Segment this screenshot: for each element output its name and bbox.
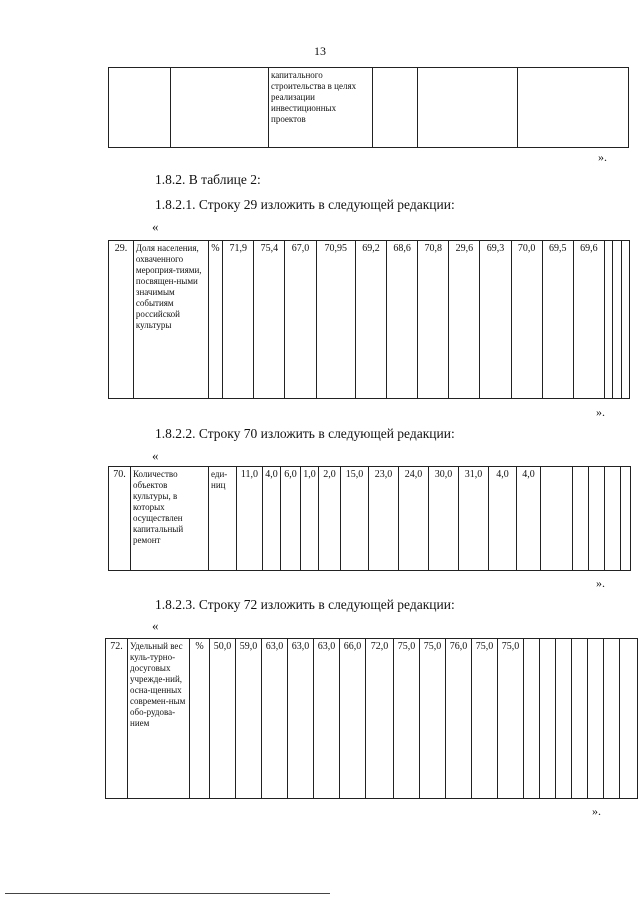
table-cell bbox=[556, 639, 572, 799]
value-cell: 6,0 bbox=[281, 467, 301, 571]
indicator-name: Доля населения, охваченного мероприя-тиями, посвящен-ными значимым событиям российской культуры bbox=[133, 241, 208, 399]
value-cell: 70,95 bbox=[316, 241, 355, 399]
value-cell: 4,0 bbox=[489, 467, 517, 571]
row-number: 72. bbox=[106, 639, 128, 799]
value-cell: 29,6 bbox=[449, 241, 480, 399]
table-cell bbox=[621, 467, 631, 571]
value-cell: 2,0 bbox=[319, 467, 341, 571]
table-cell bbox=[518, 68, 629, 148]
opening-quote: « bbox=[152, 618, 159, 633]
table-cell bbox=[418, 68, 518, 148]
row-70-table bbox=[108, 466, 631, 571]
section-heading: 1.8.2.1. Строку 29 изложить в следующей редакции: bbox=[155, 197, 455, 212]
value-cell: 67,0 bbox=[285, 241, 316, 399]
value-cell: 63,0 bbox=[288, 639, 314, 799]
value-cell: 70,8 bbox=[418, 241, 449, 399]
section-heading: 1.8.2. В таблице 2: bbox=[155, 172, 261, 187]
indicator-name: Количество объектов культуры, в которых осуществлен капитальный ремонт bbox=[131, 467, 209, 571]
value-cell: 59,0 bbox=[236, 639, 262, 799]
table-cell bbox=[524, 639, 540, 799]
row-number: 70. bbox=[109, 467, 131, 571]
value-cell: 69,6 bbox=[573, 241, 604, 399]
table-cell bbox=[604, 241, 612, 399]
table-cell bbox=[171, 68, 269, 148]
value-cell: 15,0 bbox=[341, 467, 369, 571]
unit-cell: еди-ниц bbox=[209, 467, 237, 571]
value-cell: 69,3 bbox=[480, 241, 511, 399]
value-cell: 70,0 bbox=[511, 241, 542, 399]
closing-quote: ». bbox=[596, 576, 605, 590]
page-number: 13 bbox=[314, 44, 326, 58]
value-cell: 75,4 bbox=[254, 241, 285, 399]
table-cell bbox=[589, 467, 605, 571]
unit-cell: % bbox=[190, 639, 210, 799]
value-cell: 4,0 bbox=[263, 467, 281, 571]
value-cell: 68,6 bbox=[387, 241, 418, 399]
table-cell bbox=[541, 467, 573, 571]
value-cell: 69,2 bbox=[355, 241, 386, 399]
value-cell: 75,0 bbox=[420, 639, 446, 799]
opening-quote: « bbox=[152, 448, 159, 463]
table-cell bbox=[540, 639, 556, 799]
row-number: 29. bbox=[109, 241, 134, 399]
value-cell: 72,0 bbox=[366, 639, 394, 799]
indicator-name: Удельный вес куль-турно-досуговых учрежде-ний, осна-щенных современ-ным обо-рудова-нием bbox=[128, 639, 190, 799]
value-cell: 71,9 bbox=[223, 241, 254, 399]
table-cell bbox=[605, 467, 621, 571]
value-cell: 63,0 bbox=[314, 639, 340, 799]
opening-quote: « bbox=[152, 219, 159, 234]
table-cell bbox=[573, 467, 589, 571]
table-cell bbox=[373, 68, 418, 148]
value-cell: 69,5 bbox=[542, 241, 573, 399]
value-cell: 1,0 bbox=[301, 467, 319, 571]
value-cell: 23,0 bbox=[369, 467, 399, 571]
value-cell: 24,0 bbox=[399, 467, 429, 571]
value-cell: 75,0 bbox=[472, 639, 498, 799]
unit-cell: % bbox=[208, 241, 223, 399]
table-cell bbox=[572, 639, 588, 799]
table-cell bbox=[620, 639, 638, 799]
value-cell: 75,0 bbox=[498, 639, 524, 799]
value-cell: 63,0 bbox=[262, 639, 288, 799]
value-cell: 31,0 bbox=[459, 467, 489, 571]
closing-quote: ». bbox=[592, 804, 601, 818]
top-table bbox=[108, 67, 629, 148]
value-cell: 50,0 bbox=[210, 639, 236, 799]
table-cell bbox=[621, 241, 629, 399]
value-cell: 66,0 bbox=[340, 639, 366, 799]
closing-quote: ». bbox=[598, 150, 607, 164]
section-heading: 1.8.2.2. Строку 70 изложить в следующей редакции: bbox=[155, 426, 455, 441]
value-cell: 4,0 bbox=[517, 467, 541, 571]
table-cell bbox=[588, 639, 604, 799]
row-72-table bbox=[105, 638, 638, 799]
section-heading: 1.8.2.3. Строку 72 изложить в следующей редакции: bbox=[155, 597, 455, 612]
value-cell: 75,0 bbox=[394, 639, 420, 799]
table-cell bbox=[604, 639, 620, 799]
closing-quote: ». bbox=[596, 405, 605, 419]
row-29-table bbox=[108, 240, 630, 399]
table-cell-text: капитального строительства в целях реализации инвестиционных проектов bbox=[269, 68, 373, 148]
value-cell: 11,0 bbox=[237, 467, 263, 571]
value-cell: 76,0 bbox=[446, 639, 472, 799]
footnote-divider bbox=[5, 893, 330, 894]
table-cell bbox=[109, 68, 171, 148]
table-cell bbox=[613, 241, 621, 399]
value-cell: 30,0 bbox=[429, 467, 459, 571]
